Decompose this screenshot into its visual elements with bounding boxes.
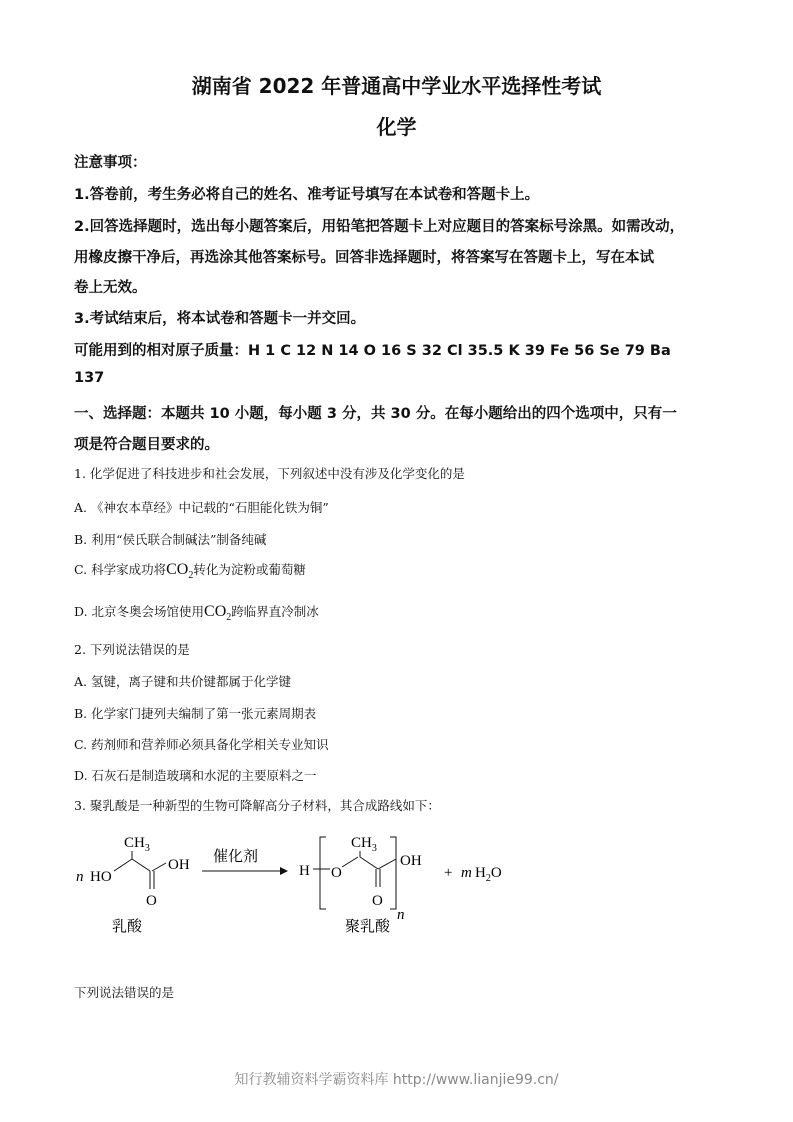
q1-option-c	[74, 560, 306, 581]
q3-stem: 3. 聚乳酸是一种新型的生物可降解高分子材料，其合成路线如下：	[74, 798, 440, 813]
carbonyl-o: O	[146, 893, 157, 909]
bond-o-ch-poly	[342, 857, 358, 867]
q1-option-d-tail: 跨临界直冷制冰	[231, 604, 319, 619]
arrow-head	[280, 867, 288, 875]
bond-ch-c	[132, 859, 150, 871]
lactic-acid-polymerization-scheme	[70, 825, 540, 940]
co2-formula: $CO_2$	[166, 561, 194, 582]
bond-c-end	[378, 859, 396, 869]
carbonyl-o-poly: O	[372, 893, 383, 909]
subject-title: 化学	[376, 115, 417, 139]
q1-stem: 1. 化学促进了科技进步和社会发展，下列叙述中没有涉及化学变化的是	[74, 466, 465, 481]
q1-option-d-text: D. 北京冬奥会场馆使用	[74, 604, 205, 619]
q1-option-d	[74, 602, 319, 623]
n-coefficient: n	[76, 869, 84, 885]
q2-option-d: D. 石灰石是制造玻璃和水泥的主要原料之一	[74, 768, 317, 783]
note-item-2-line-2: 用橡皮擦干净后，再选涂其他答案标号。回答非选择题时，将答案写在答题卡上，写在本试	[74, 250, 654, 266]
q2-option-b: B. 化学家门捷列夫编制了第一张元素周期表	[74, 706, 317, 721]
ch3-group: $CH_3$	[351, 835, 377, 854]
ester-o: O	[331, 865, 342, 881]
right-bracket	[390, 837, 396, 909]
note-item-1: 1.答卷前，考生务必将自己的姓名、准考证号填写在本试卷和答题卡上。	[74, 187, 540, 203]
ch3-group: $CH_3$	[124, 835, 150, 854]
footer-watermark: 知行教辅资料学霸资料库 http://www.lianjie99.cn/	[234, 1072, 559, 1088]
atomic-mass-line-1: 可能用到的相对原子质量：H 1 C 12 N 14 O 16 S 32 Cl 35.5 K 39 Fe 56 Se 79 Ba	[74, 343, 671, 359]
bond-c-oh	[152, 863, 166, 871]
q2-option-c: C. 药剂师和营养师必须具备化学相关专业知识	[74, 737, 329, 752]
catalyst-label: 催化剂	[213, 849, 259, 865]
exam-title: 湖南省 2022 年普通高中学业水平选择性考试	[191, 74, 602, 98]
polylactic-acid-label: 聚乳酸	[345, 919, 391, 935]
atomic-mass-line-2: 137	[74, 370, 105, 386]
note-item-2-line-1: 2.回答选择题时，选出每小题答案后，用铅笔把答题卡上对应题目的答案标号涂黑。如需改动，	[74, 219, 685, 235]
oh-end: OH	[400, 853, 422, 869]
q1-option-b: B. 利用“侯氏联合制碱法”制备纯碱	[74, 532, 267, 547]
polymer-n: n	[397, 907, 405, 923]
bond-ch-c-poly	[360, 857, 378, 869]
q2-stem: 2. 下列说法错误的是	[74, 642, 190, 657]
q1-option-c-text: C. 科学家成功将	[74, 562, 167, 577]
plus-sign: +	[444, 865, 453, 881]
q3-follow-text: 下列说法错误的是	[74, 985, 175, 1000]
ho-group: HO	[90, 869, 112, 885]
section-1-line-2: 项是符合题目要求的。	[74, 437, 219, 453]
q1-option-c-tail: 转化为淀粉或葡萄糖	[193, 562, 306, 577]
m-coefficient: m	[461, 865, 472, 881]
h-end: H	[299, 863, 310, 879]
left-bracket	[320, 837, 326, 909]
q2-option-a: A. 氢键，离子键和共价键都属于化学键	[74, 674, 291, 689]
note-item-3: 3.考试结束后，将本试卷和答题卡一并交回。	[74, 311, 366, 327]
co2-formula: $CO_2$	[204, 603, 232, 624]
section-1-line-1: 一、选择题：本题共 10 小题，每小题 3 分，共 30 分。在每小题给出的四个选项中，只有一	[74, 406, 677, 422]
q1-option-a: A. 《神农本草经》中记载的“石胆能化铁为铜”	[74, 500, 329, 515]
notes-heading: 注意事项：	[74, 155, 147, 171]
oh-group: OH	[168, 857, 190, 873]
bond-o-ch	[114, 859, 132, 871]
note-item-2-line-3: 卷上无效。	[74, 280, 147, 296]
lactic-acid-label: 乳酸	[112, 919, 143, 935]
water-formula: $H_2O$	[475, 865, 502, 884]
